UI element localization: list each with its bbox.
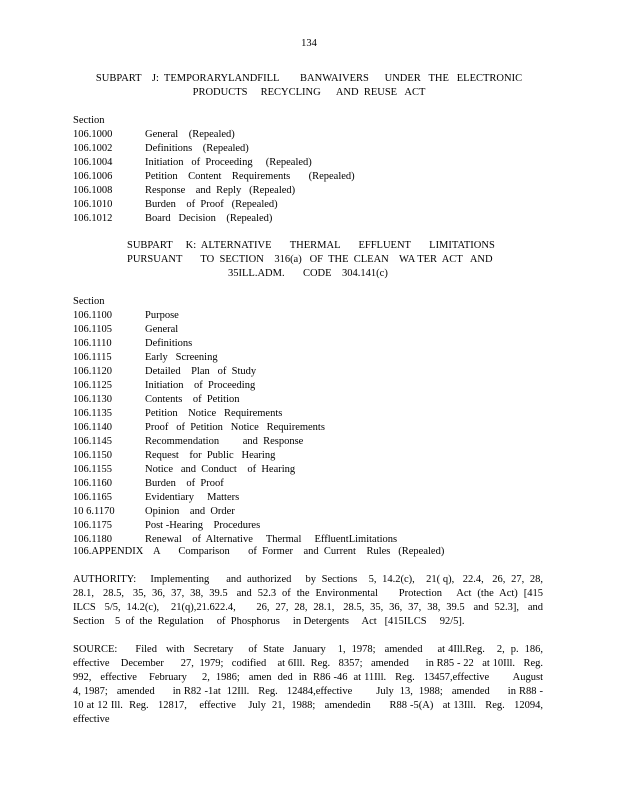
section-number: 106.1120 xyxy=(73,366,112,377)
source-paragraph: SOURCE: Filed with Secretary of State January 1, 1978; amended at 4Ill.Reg. 2, p. 186, effective December 27, 1979; codified at 6Ill. Reg. 8357; amended in R85 - 22 at 10Ill. Reg. 992, effective February 2, 1986; amen ded in R86 -46 at 11Ill. Reg. 13457,effective August 4, 1987; amended in R82 -1at 12Ill. Reg. 12484,effective July 13, 1988; amended in R88 - 10 at 12 Ill. Reg. 12817, effective July 21, 1988; amendedin R88 -5(A) at 13Ill. Reg. 12094, effective xyxy=(73,644,554,725)
section-title: General (Repealed) xyxy=(145,129,235,140)
section-title: Response and Reply (Repealed) xyxy=(145,185,296,196)
section-title: Opinion and Order xyxy=(145,506,235,517)
section-number: 106.1135 xyxy=(73,408,112,419)
section-title: Recommendation and Response xyxy=(145,436,304,447)
section-title: Purpose xyxy=(145,310,179,321)
subpart-k-section-heading: Section xyxy=(73,296,105,307)
section-number: 106.1175 xyxy=(73,520,112,531)
section-title: Notice and Conduct of Hearing xyxy=(145,464,296,475)
authority-paragraph: AUTHORITY: Implementing and authorized by Sections 5, 14.2(c), 21( q), 22.4, 26, 27, 28, 28.1, 28.5, 35, 36, 37, 38, 39.5 and 52.3 of the Environmental Protection Act (the Act) [415 ILCS 5/5, 14.2(c), 21(q),21.622.4, 26, 27, 28, 28.1, 28.5, 35, 36, 37, 38, 39.5 and 52.3], and Section 5 of the Regulation of Phosphorus in Detergents Act [415ILCS 92/5]. xyxy=(73,574,546,627)
subpart-j-section-heading: Section xyxy=(73,115,105,126)
section-title: Petition Notice Requirements xyxy=(145,408,283,419)
section-title: Detailed Plan of Study xyxy=(145,366,257,377)
subpart-k-title-line3: 35ILL.ADM. CODE 304.141(c) xyxy=(228,268,388,279)
section-number: 106.1100 xyxy=(73,310,112,321)
section-title: Board Decision (Repealed) xyxy=(145,213,273,224)
section-number: 106.1165 xyxy=(73,492,112,503)
section-number: 106.1002 xyxy=(73,143,113,154)
section-number: 10 6.1170 xyxy=(73,506,115,517)
section-number: 106.1150 xyxy=(73,450,112,461)
section-title: Initiation of Proceeding (Repealed) xyxy=(145,157,312,168)
page-number: 134 xyxy=(301,38,317,49)
subpart-j-title-line1: SUBPART J: TEMPORARYLANDFILL BANWAIVERS UNDER THE ELECTRONIC xyxy=(95,73,523,84)
subpart-j-title-line2: PRODUCTS RECYCLING AND REUSE ACT xyxy=(192,87,426,98)
section-number: 106.1110 xyxy=(73,338,112,349)
section-title: Definitions (Repealed) xyxy=(145,143,249,154)
section-number: 106.1105 xyxy=(73,324,112,335)
section-number: 106.1130 xyxy=(73,394,112,405)
section-title: Request for Public Hearing xyxy=(145,450,276,461)
section-title: Renewal of Alternative Thermal EffluentLimitations xyxy=(145,534,398,545)
section-number: 106.1145 xyxy=(73,436,112,447)
section-title: Post -Hearing Procedures xyxy=(145,520,261,531)
section-number: 106.1160 xyxy=(73,478,112,489)
section-number: 106.1140 xyxy=(73,422,112,433)
section-number: 106.1125 xyxy=(73,380,112,391)
section-number: 106.1008 xyxy=(73,185,113,196)
section-number: 106.1180 xyxy=(73,534,112,545)
subpart-k-title-line1: SUBPART K: ALTERNATIVE THERMAL EFFLUENT LIMITATIONS xyxy=(127,240,495,251)
section-number: 106.1010 xyxy=(73,199,113,210)
appendix-title: A Comparison of Former and Current Rules (Repealed) xyxy=(153,546,445,557)
section-number: 106.1012 xyxy=(73,213,113,224)
section-title: Petition Content Requirements (Repealed) xyxy=(145,171,355,182)
section-number: 106.1004 xyxy=(73,157,113,168)
section-title: Definitions xyxy=(145,338,193,349)
section-number: 106.1006 xyxy=(73,171,113,182)
section-title: Evidentiary Matters xyxy=(145,492,240,503)
appendix-number: 106.APPENDIX xyxy=(73,546,144,557)
subpart-k-title-line2: PURSUANT TO SECTION 316(a) OF THE CLEAN WA TER ACT AND xyxy=(127,254,493,265)
section-title: Burden of Proof xyxy=(145,478,224,489)
section-title: Early Screening xyxy=(145,352,218,363)
section-title: Contents of Petition xyxy=(145,394,240,405)
section-number: 106.1115 xyxy=(73,352,112,363)
section-title: Burden of Proof (Repealed) xyxy=(145,199,278,210)
section-title: Initiation of Proceeding xyxy=(145,380,256,391)
section-title: Proof of Petition Notice Requirements xyxy=(145,422,325,433)
section-number: 106.1155 xyxy=(73,464,112,475)
section-number: 106.1000 xyxy=(73,129,113,140)
section-title: General xyxy=(145,324,179,335)
